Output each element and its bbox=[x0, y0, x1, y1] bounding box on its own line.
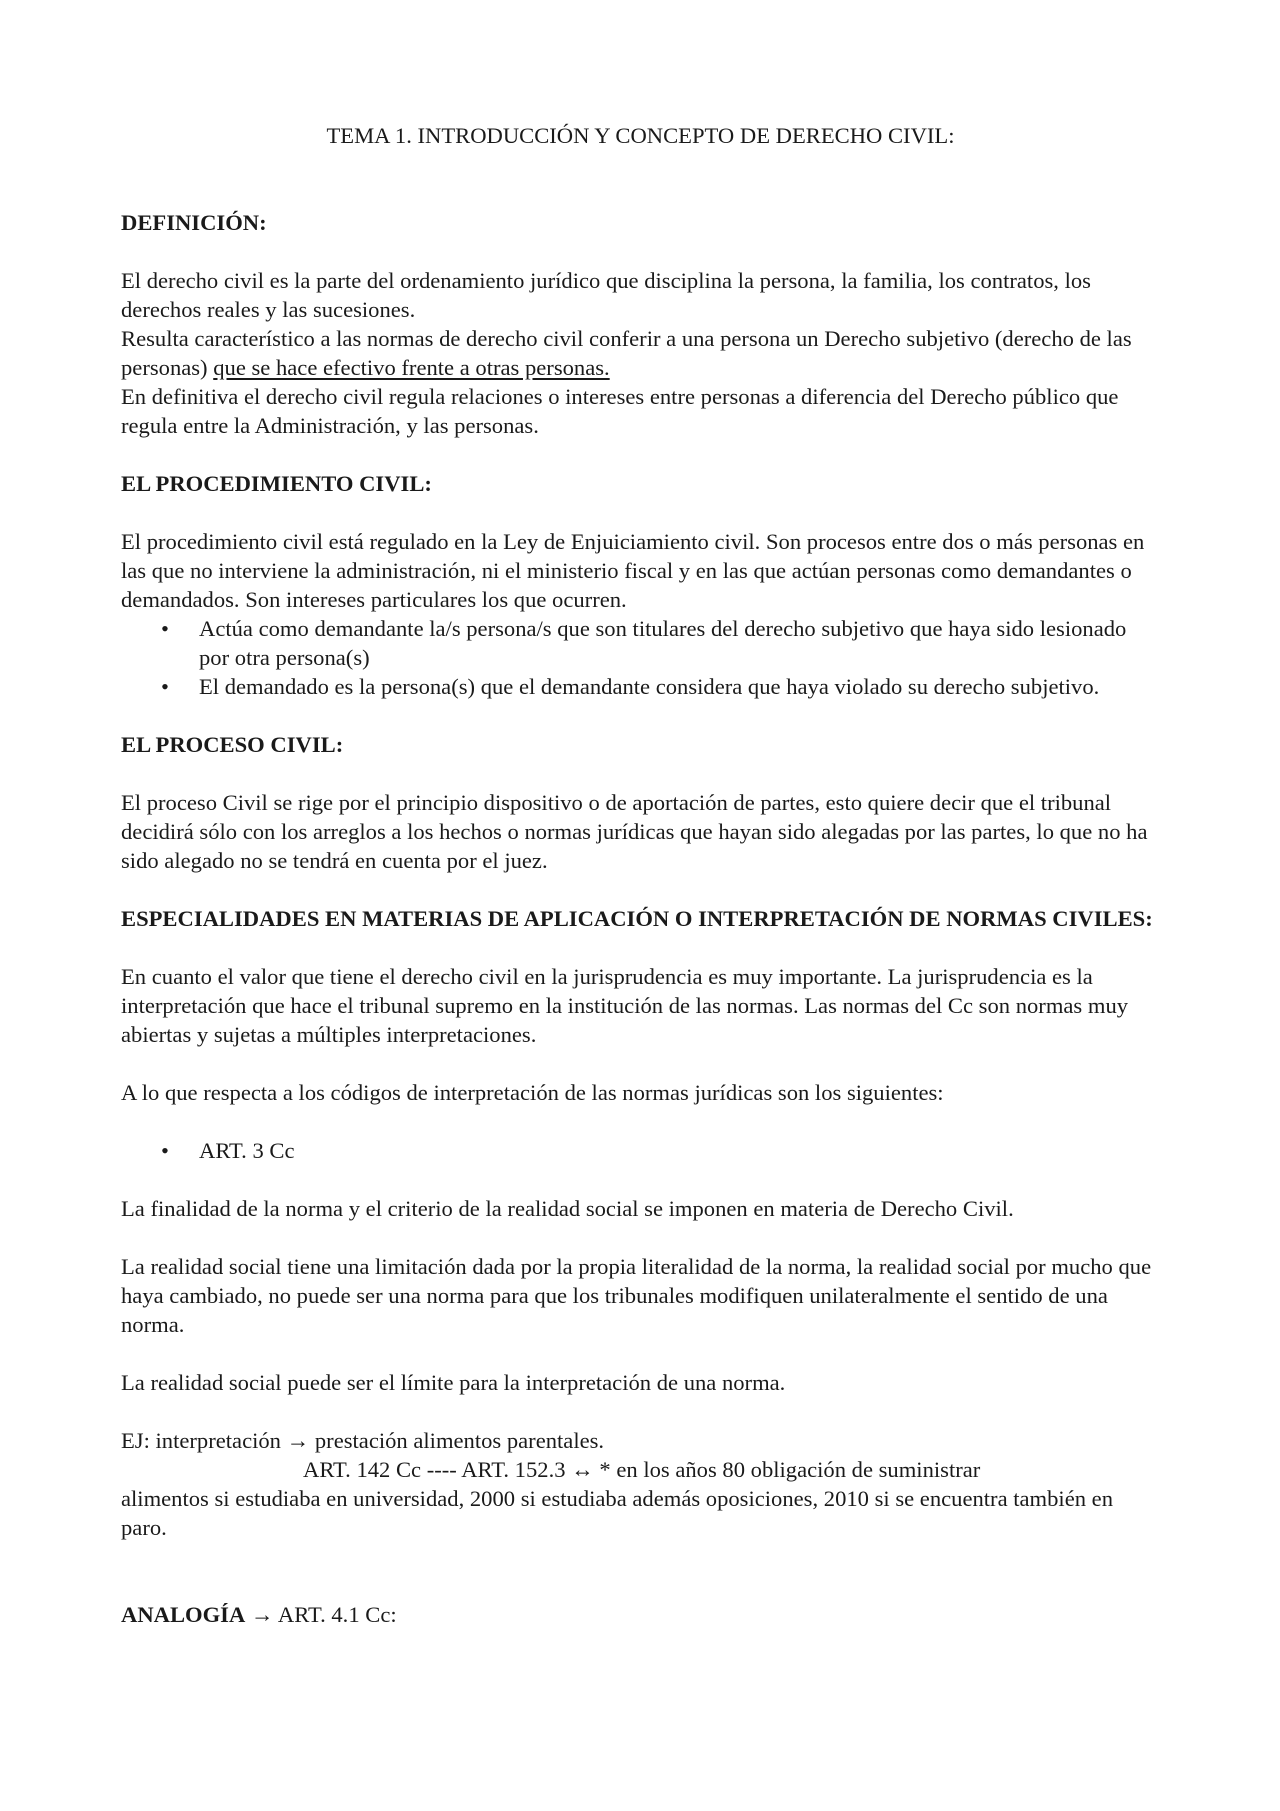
page-title: TEMA 1. INTRODUCCIÓN Y CONCEPTO DE DERECHO CIVIL: bbox=[326, 123, 955, 148]
bullet-icon: • bbox=[161, 674, 169, 699]
analogia-text: → ART. 4.1 Cc: bbox=[245, 1602, 397, 1627]
spacer bbox=[121, 1165, 1160, 1194]
spacer bbox=[121, 875, 1160, 904]
spacer bbox=[121, 701, 1160, 730]
paragraph: La finalidad de la norma y el criterio de la realidad social se imponen en materia de Derecho Civil. bbox=[121, 1196, 1014, 1221]
paragraph: El proceso Civil se rige por el principio dispositivo o de aportación de partes, esto quiere decir que el tribunal decidirá sólo con los arreglos a los hechos o normas jurídicas que hayan sido alegadas por las partes, lo que no ha sido alegado no se tendrá en cuenta por el juez. bbox=[121, 790, 1148, 873]
list-item-text: ART. 3 Cc bbox=[199, 1138, 295, 1163]
heading-analogia: ANALOGÍA bbox=[121, 1602, 246, 1627]
list-item bbox=[121, 614, 1160, 672]
paragraph bbox=[121, 324, 1160, 382]
spacer bbox=[121, 1049, 1160, 1078]
bullet-list bbox=[121, 614, 1160, 701]
spacer bbox=[121, 1339, 1160, 1368]
underlined-text: que se hace efectivo frente a otras personas. bbox=[213, 355, 610, 380]
paragraph: La realidad social puede ser el límite para la interpretación de una norma. bbox=[121, 1370, 786, 1395]
analogia-line bbox=[121, 1600, 1160, 1629]
example-line: alimentos si estudiaba en universidad, 2000 si estudiaba además oposiciones, 2010 si se encuentra también en paro. bbox=[121, 1486, 1113, 1540]
paragraph: En cuanto el valor que tiene el derecho civil en la jurisprudencia es muy importante. La jurisprudencia es la interpretación que hace el tribunal supremo en la institución de las normas. Las normas del Cc son normas muy abiertas y sujetas a múltiples interpretaciones. bbox=[121, 964, 1129, 1047]
spacer bbox=[121, 1223, 1160, 1252]
example-line: ART. 142 Cc ---- ART. 152.3 ↔ * en los años 80 obligación de suministrar bbox=[303, 1457, 981, 1482]
paragraph: A lo que respecta a los códigos de interpretación de las normas jurídicas son los siguientes: bbox=[121, 1080, 944, 1105]
paragraph-text: Resulta característico a las normas de derecho civil conferir a una persona un Derecho subjetivo (derecho de las personas) bbox=[121, 326, 1132, 380]
list-item bbox=[121, 1136, 1160, 1165]
bullet-icon: • bbox=[161, 616, 169, 641]
example-line: EJ: interpretación → prestación alimentos parentales. bbox=[121, 1428, 605, 1453]
paragraph: El procedimiento civil está regulado en la Ley de Enjuiciamiento civil. Son procesos entre dos o más personas en las que no interviene la administración, ni el ministerio fiscal y en las que actúan personas como demandantes o demandados. Son intereses particulares los que ocurren. bbox=[121, 529, 1145, 612]
paragraph: El derecho civil es la parte del ordenamiento jurídico que disciplina la persona, la familia, los contratos, los derechos reales y las sucesiones. bbox=[121, 268, 1091, 322]
heading-definicion: DEFINICIÓN: bbox=[121, 210, 267, 235]
paragraph: La realidad social tiene una limitación dada por la propia literalidad de la norma, la realidad social por mucho que haya cambiado, no puede ser una norma para que los tribunales modifiquen unilateralmente el sentido de una norma. bbox=[121, 1254, 1152, 1337]
list-item-text: El demandado es la persona(s) que el demandante considera que haya violado su derecho subjetivo. bbox=[199, 674, 1100, 699]
spacer bbox=[121, 440, 1160, 469]
paragraph: En definitiva el derecho civil regula relaciones o intereses entre personas a diferencia del Derecho público que regula entre la Administración, y las personas. bbox=[121, 384, 1119, 438]
heading-especialidades: ESPECIALIDADES EN MATERIAS DE APLICACIÓN O INTERPRETACIÓN DE NORMAS CIVILES: bbox=[121, 906, 1153, 931]
spacer bbox=[121, 1397, 1160, 1426]
spacer bbox=[121, 1107, 1160, 1136]
list-item bbox=[121, 672, 1160, 701]
heading-procedimiento: EL PROCEDIMIENTO CIVIL: bbox=[121, 471, 432, 496]
bullet-list bbox=[121, 1136, 1160, 1165]
heading-proceso: EL PROCESO CIVIL: bbox=[121, 732, 344, 757]
bullet-icon: • bbox=[161, 1138, 169, 1163]
list-item-text: Actúa como demandante la/s persona/s que son titulares del derecho subjetivo que haya sido lesionado por otra persona(s) bbox=[199, 616, 1127, 670]
spacer bbox=[121, 1542, 1160, 1600]
